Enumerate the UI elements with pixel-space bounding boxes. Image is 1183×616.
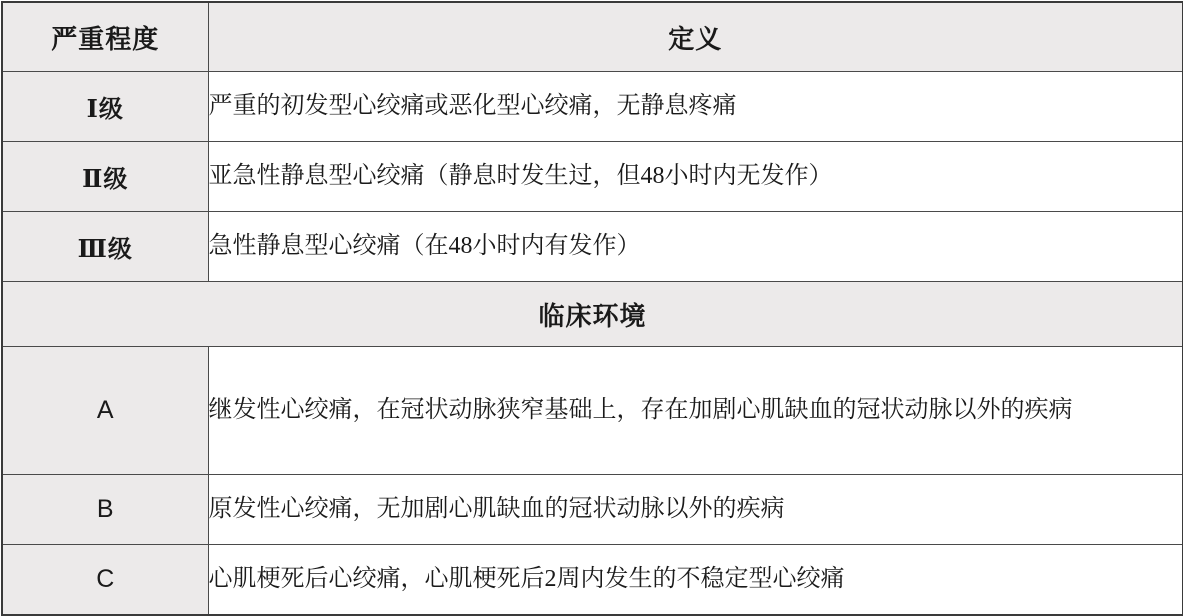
table-row <box>2 142 1183 212</box>
clinical-definition: 心肌梗死后心绞痛，心肌梗死后2周内发生的不稳定型心绞痛 <box>208 545 1183 615</box>
table-row <box>2 347 1183 475</box>
clinical-label: A <box>2 347 208 475</box>
clinical-label: B <box>2 475 208 545</box>
header-severity: 严重程度 <box>2 2 208 72</box>
clinical-label: C <box>2 545 208 615</box>
grade-label: Ⅲ级 <box>2 212 208 282</box>
header-definition: 定义 <box>208 2 1183 72</box>
grade-definition: 亚急性静息型心绞痛（静息时发生过，但48小时内无发作） <box>208 142 1183 212</box>
severity-table-container <box>0 1 1183 613</box>
severity-classification-table <box>1 1 1183 616</box>
grade-definition: 急性静息型心绞痛（在48小时内有发作） <box>208 212 1183 282</box>
section-header-row <box>2 282 1183 347</box>
table-row <box>2 212 1183 282</box>
clinical-definition: 继发性心绞痛，在冠状动脉狭窄基础上，存在加剧心肌缺血的冠状动脉以外的疾病 <box>208 347 1183 475</box>
section-title: 临床环境 <box>2 282 1183 347</box>
grade-label: Ⅰ级 <box>2 72 208 142</box>
table-row <box>2 475 1183 545</box>
clinical-definition: 原发性心绞痛，无加剧心肌缺血的冠状动脉以外的疾病 <box>208 475 1183 545</box>
table-row <box>2 545 1183 615</box>
grade-definition: 严重的初发型心绞痛或恶化型心绞痛，无静息疼痛 <box>208 72 1183 142</box>
table-row <box>2 72 1183 142</box>
table-header-row <box>2 2 1183 72</box>
grade-label: Ⅱ级 <box>2 142 208 212</box>
